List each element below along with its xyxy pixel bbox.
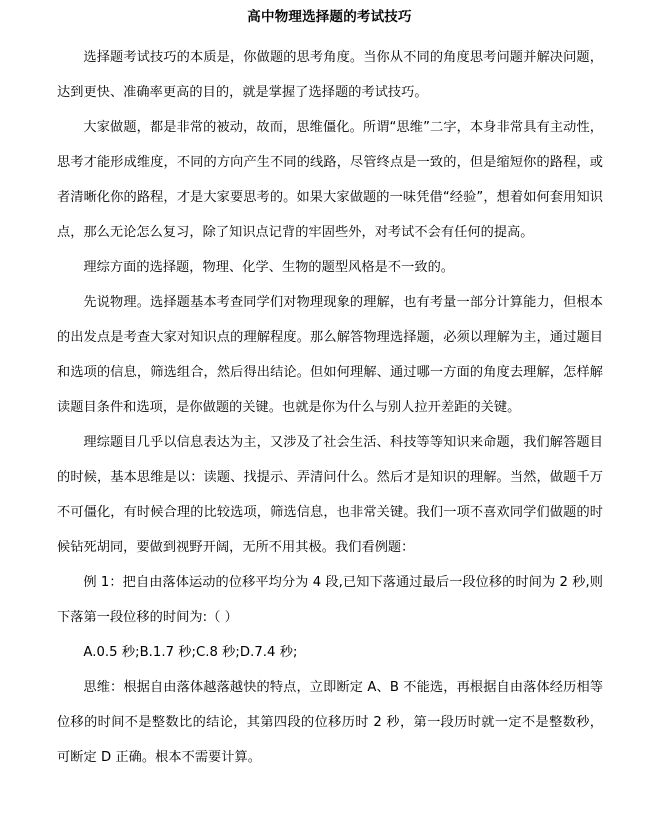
example-reasoning: 思维：根据自由落体越落越快的特点，立即断定 A、B 不能选，再根据自由落体经历相等位移的时间不是整数比的结论，其第四段的位移历时 2 秒，第一段历时就一定不是整数秒，可断定 D 正确。根本不需要计算。 [57,680,603,765]
example-question-stem: 例 1：把自由落体运动的位移平均分为 4 段,已知下落通过最后一段位移的时间为 2 秒,则下落第一段位移的时间为:（ ） [57,575,603,625]
paragraph-information-reading: 理综题目几乎以信息表达为主，又涉及了社会生活、科技等等知识来命题，我们解答题目的时候，基本思维是以：读题、找提示、弄清问什么。然后才是知识的理解。当然，做题千万不可僵化，有时候合理的比较选项，筛选信息，也非常关键。我们一项不喜欢同学们做题的时候钻死胡同，要做到视野开阔，无所不用其极。我们看例题： [57,435,603,555]
paragraph-intro: 选择题考试技巧的本质是，你做题的思考角度。当你从不同的角度思考问题并解决问题，达到更快、准确率更高的目的，就是掌握了选择题的考试技巧。 [57,50,603,100]
paragraph-physics: 先说物理。选择题基本考查同学们对物理现象的理解，也有考量一部分计算能力，但根本的出发点是考查大家对知识点的理解程度。那么解答物理选择题，必须以理解为主，通过题目和选项的信息，筛选组合，然后得出结论。但如何理解、通过哪一方面的角度去理解，怎样解读题目条件和选项，是你做题的关键。也就是你为什么与别人拉开差距的关键。 [57,295,603,415]
example-answer-options: A.0.5 秒;B.1.7 秒;C.8 秒;D.7.4 秒; [83,645,298,660]
paragraph-subject-styles: 理综方面的选择题，物理、化学、生物的题型风格是不一致的。 [83,260,455,275]
document-body [0,40,659,775]
paragraph-passive-thinking: 大家做题，都是非常的被动，故而，思维僵化。所谓“思维”二字，本身非常具有主动性，思考才能形成维度，不同的方向产生不同的线路，尽管终点是一致的，但是缩短你的路程，或者清晰化你的路程，才是大家要思考的。如果大家做题的一味凭借“经验”，想着如何套用知识点，那么无论怎么复习，除了知识点记背的牢固些外，对考试不会有任何的提高。 [57,120,603,240]
page-title: 高中物理选择题的考试技巧 [247,9,412,25]
